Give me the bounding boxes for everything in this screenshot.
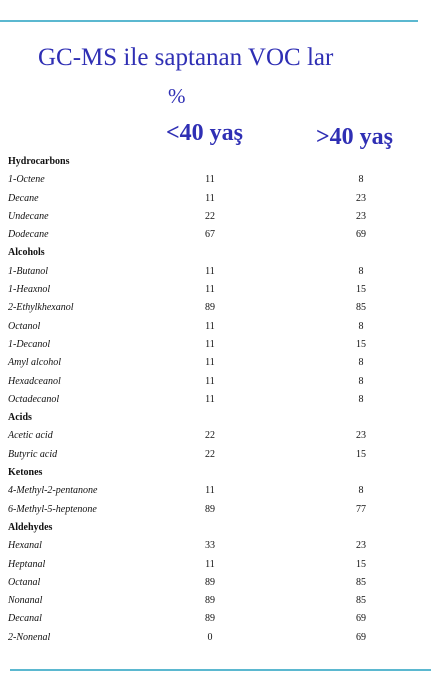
compound-name: Amyl alcohol [8, 357, 62, 369]
compound-name: Octadecanol [8, 393, 60, 405]
slide-title: GC-MS ile saptanan VOC lar [38, 44, 334, 71]
table-row [0, 190, 431, 208]
category-label: Alcohols [8, 247, 45, 259]
table-row [0, 574, 431, 592]
table-row [0, 263, 431, 281]
compound-name: Hexadceanol [8, 375, 61, 387]
table-row [0, 336, 431, 354]
value-over-40: 69 [356, 229, 366, 241]
compound-name: Dodecane [8, 229, 49, 241]
category-row [0, 244, 431, 262]
value-under-40: 11 [205, 174, 215, 186]
column-header-over-40: >40 yaş [316, 124, 394, 150]
category-row [0, 153, 431, 171]
value-over-40: 69 [356, 631, 366, 643]
value-over-40: 8 [358, 375, 364, 387]
column-header-under-40: <40 yaş [166, 120, 244, 146]
category-row [0, 464, 431, 482]
value-over-40: 85 [356, 302, 366, 314]
compound-name: Butyric acid [8, 448, 58, 460]
value-under-40: 89 [205, 613, 215, 625]
value-under-40: 11 [205, 485, 215, 497]
value-under-40: 89 [205, 576, 215, 588]
bottom-divider [10, 669, 431, 671]
compound-name: Heptanal [8, 558, 46, 570]
value-over-40: 8 [358, 320, 364, 332]
table-row [0, 281, 431, 299]
compound-name: Hexanal [8, 540, 42, 552]
value-under-40: 11 [205, 558, 215, 570]
compound-name: 1-Decanol [8, 338, 51, 350]
value-over-40: 23 [356, 192, 366, 204]
category-label: Aldehydes [8, 521, 53, 533]
table-row [0, 592, 431, 610]
value-under-40: 89 [205, 302, 215, 314]
compound-name: 4-Methyl-2-pentanone [8, 485, 98, 497]
value-over-40: 8 [358, 174, 364, 186]
value-over-40: 69 [356, 613, 366, 625]
compound-name: 1-Octene [8, 174, 45, 186]
table-row [0, 354, 431, 372]
category-label: Hydrocarbons [8, 156, 70, 167]
value-under-40: 89 [205, 595, 215, 607]
compound-name: Nonanal [8, 595, 43, 607]
table-row [0, 501, 431, 519]
compound-name: 1-Heaxnol [8, 284, 51, 296]
value-over-40: 15 [356, 284, 366, 296]
compound-name: Decane [8, 192, 39, 204]
table-row [0, 171, 431, 189]
value-under-40: 11 [205, 284, 215, 296]
value-over-40: 23 [356, 430, 366, 442]
value-over-40: 15 [356, 338, 366, 350]
voc-table [0, 153, 431, 647]
value-under-40: 22 [205, 210, 215, 222]
compound-name: 1-Butanol [8, 265, 48, 277]
value-over-40: 15 [356, 558, 366, 570]
compound-name: 2-Ethylkhexanol [8, 302, 74, 314]
value-under-40: 11 [205, 393, 215, 405]
value-over-40: 77 [356, 503, 366, 515]
compound-name: Undecane [8, 210, 49, 222]
value-over-40: 23 [356, 210, 366, 222]
category-label: Ketones [8, 467, 43, 479]
table-row [0, 226, 431, 244]
table-row [0, 482, 431, 500]
category-row [0, 519, 431, 537]
value-over-40: 8 [358, 485, 364, 497]
value-under-40: 89 [205, 503, 215, 515]
compound-name: Octanol [8, 320, 41, 332]
value-over-40: 8 [358, 265, 364, 277]
category-row [0, 409, 431, 427]
table-row [0, 427, 431, 445]
compound-name: Decanal [8, 613, 42, 625]
table-row [0, 556, 431, 574]
value-under-40: 0 [207, 631, 213, 643]
value-under-40: 11 [205, 320, 215, 332]
value-under-40: 11 [205, 265, 215, 277]
value-over-40: 8 [358, 357, 364, 369]
table-row [0, 537, 431, 555]
table-row [0, 391, 431, 409]
compound-name: Octanal [8, 576, 41, 588]
table-row [0, 610, 431, 628]
compound-name: 6-Methyl-5-heptenone [8, 503, 97, 515]
value-over-40: 8 [358, 393, 364, 405]
value-over-40: 23 [356, 540, 366, 552]
value-over-40: 85 [356, 576, 366, 588]
value-under-40: 11 [205, 357, 215, 369]
value-over-40: 85 [356, 595, 366, 607]
value-under-40: 11 [205, 338, 215, 350]
table-row [0, 208, 431, 226]
value-over-40: 15 [356, 448, 366, 460]
value-under-40: 33 [205, 540, 215, 552]
table-row [0, 318, 431, 336]
value-under-40: 11 [205, 375, 215, 387]
table-row [0, 299, 431, 317]
table-row [0, 446, 431, 464]
table-row [0, 629, 431, 647]
value-under-40: 11 [205, 192, 215, 204]
unit-label: % [168, 84, 186, 108]
category-label: Acids [8, 412, 32, 424]
table-row [0, 373, 431, 391]
top-divider [0, 20, 418, 22]
compound-name: 2-Nonenal [8, 631, 51, 643]
value-under-40: 67 [205, 229, 215, 241]
value-under-40: 22 [205, 430, 215, 442]
value-under-40: 22 [205, 448, 215, 460]
compound-name: Acetic acid [8, 430, 53, 442]
